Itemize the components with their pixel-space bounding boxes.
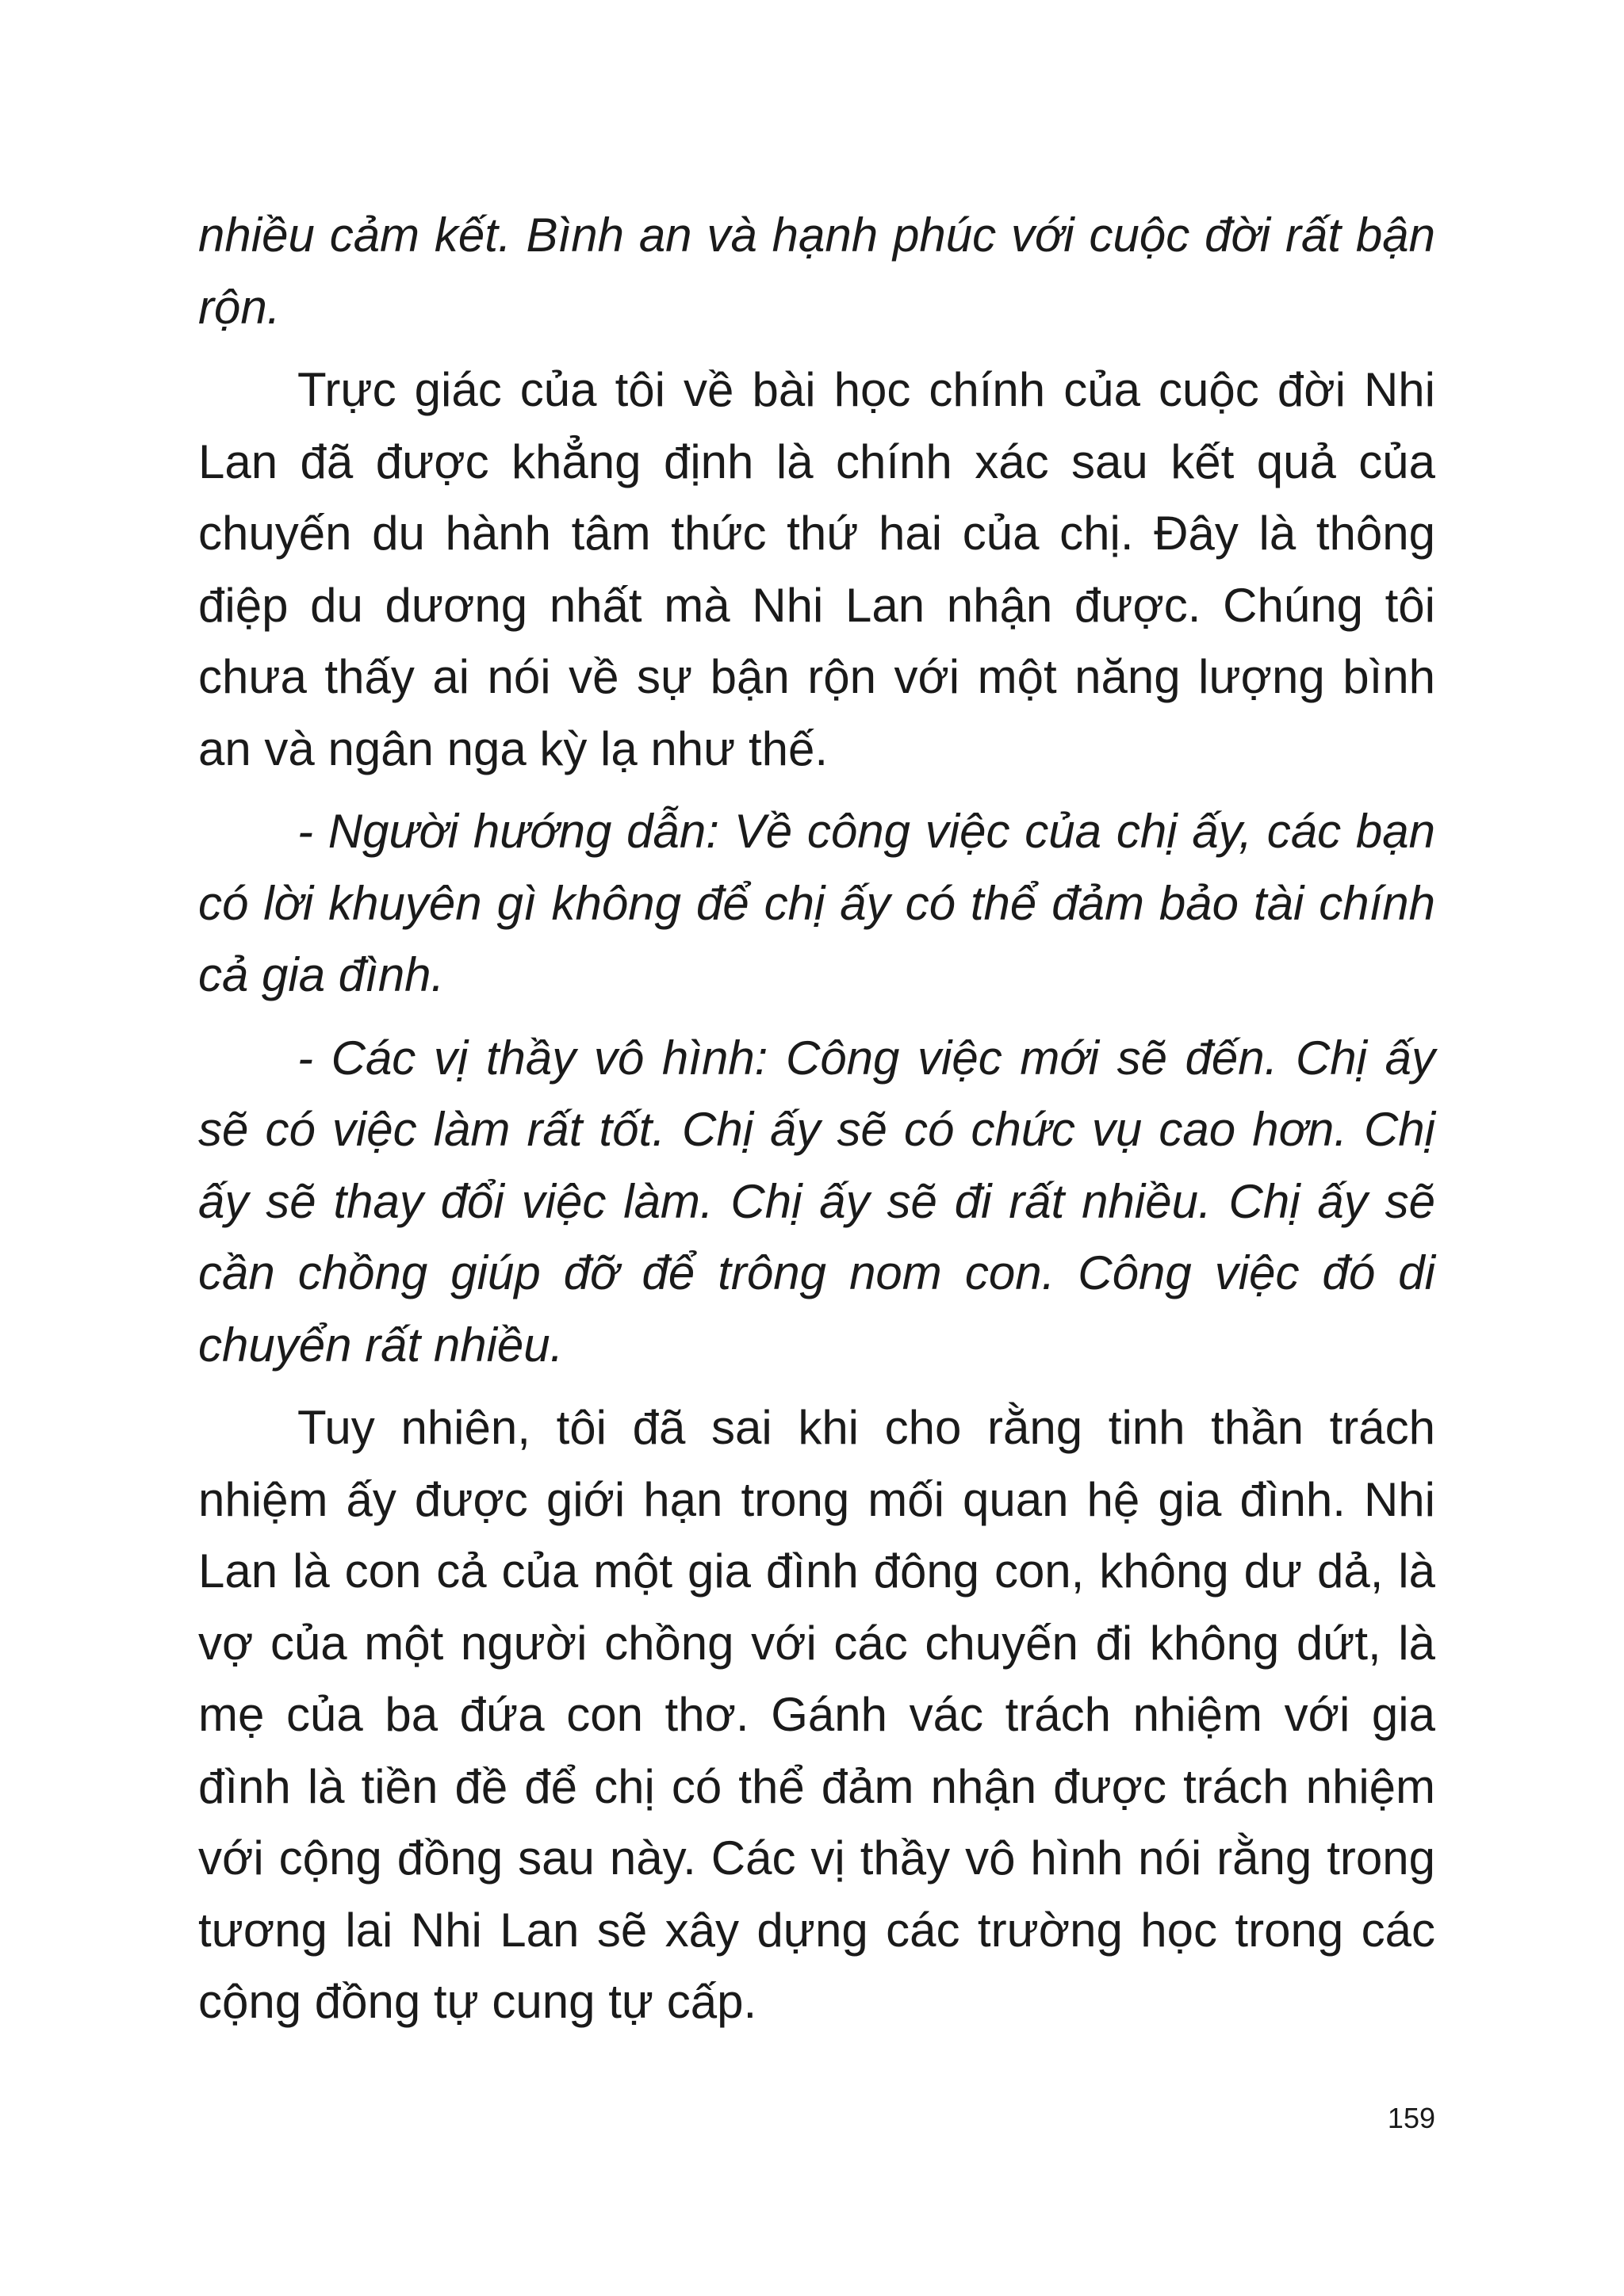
- paragraph-guide-question: - Người hướng dẫn: Về công việc của chị ấy, các bạn có lời khuyên gì không để chị ấy có thể đảm bảo tài chính cả gia đình.: [198, 805, 1435, 1001]
- page-number: 159: [1387, 2102, 1435, 2134]
- paragraph-intuition: Trực giác của tôi về bài học chính của cuộc đời Nhi Lan đã được khẳng định là chính xác sau kết quả của chuyến du hành tâm thức thứ hai của chị. Đây là thông điệp du dương nhất mà Nhi Lan nhận được. Chúng tôi chưa thấy ai nói về sự bận rộn với một năng lượng bình an và ngân nga kỳ lạ như thế.: [198, 363, 1435, 775]
- paragraph-masters-answer: - Các vị thầy vô hình: Công việc mới sẽ đến. Chị ấy sẽ có việc làm rất tốt. Chị ấy sẽ có chức vụ cao hơn. Chị ấy sẽ thay đổi việc làm. Chị ấy sẽ đi rất nhiều. Chị ấy sẽ cần chồng giúp đỡ để trông nom con. Công việc đó di chuyển rất nhiều.: [198, 1031, 1435, 1372]
- paragraph-responsibility: Tuy nhiên, tôi đã sai khi cho rằng tinh thần trách nhiệm ấy được giới hạn trong mối quan hệ gia đình. Nhi Lan là con cả của một gia đình đông con, không dư dả, là vợ của một người chồng với các chuyến đi không dứt, là mẹ của ba đứa con thơ. Gánh vác trách nhiệm với gia đình là tiền đề để chị có thể đảm nhận được trách nhiệm với cộng đồng sau này. Các vị thầy vô hình nói rằng trong tương lai Nhi Lan sẽ xây dựng các trường học trong các cộng đồng tự cung tự cấp.: [198, 1401, 1435, 2028]
- page-body: [198, 200, 1435, 2049]
- paragraph-continuation: nhiều cảm kết. Bình an và hạnh phúc với cuộc đời rất bận rộn.: [198, 209, 1435, 334]
